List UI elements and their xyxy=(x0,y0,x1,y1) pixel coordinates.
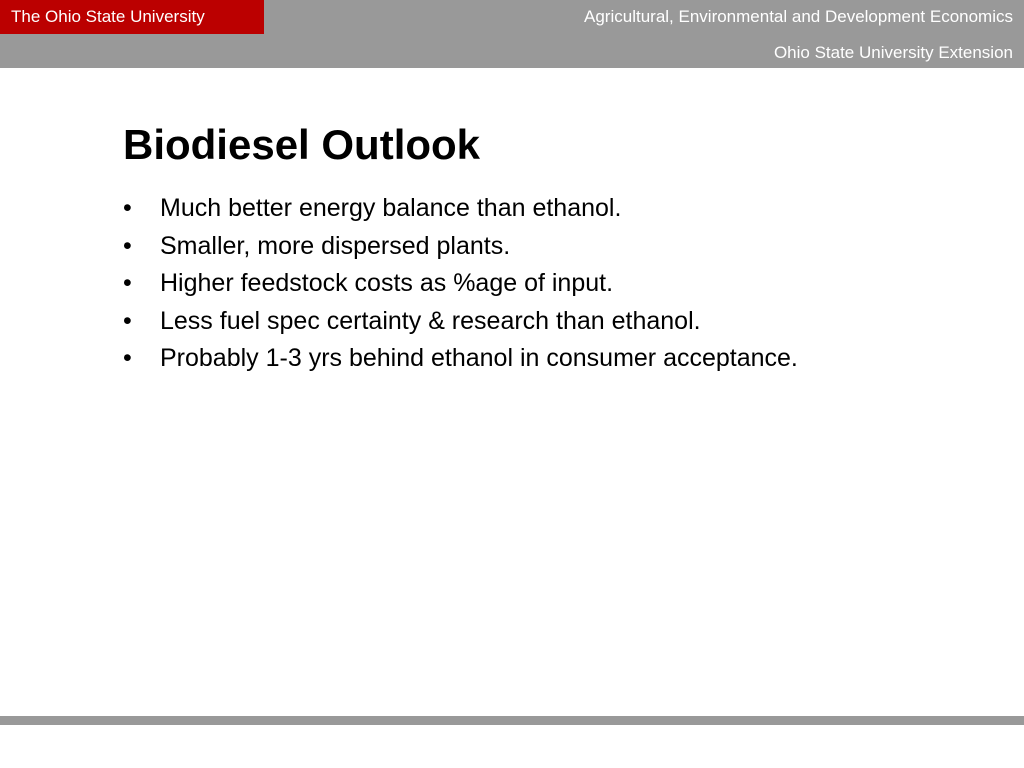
university-name: The Ohio State University xyxy=(0,0,264,34)
bullet-mark: • xyxy=(123,194,132,222)
bullet-text: Higher feedstock costs as %age of input. xyxy=(160,269,614,297)
slide-title: Biodiesel Outlook xyxy=(123,121,481,168)
bullet-mark: • xyxy=(123,231,132,260)
bullet-item xyxy=(123,228,798,266)
bullet-item xyxy=(123,340,798,378)
bullet-text: Less fuel spec certainty & research than ethanol. xyxy=(160,306,701,335)
bullet-mark: • xyxy=(123,306,132,335)
header-bar xyxy=(0,0,1024,68)
extension-name: Ohio State University Extension xyxy=(773,43,1013,62)
bullet-text: Probably 1-3 yrs behind ethanol in consumer acceptance. xyxy=(160,344,798,372)
footer-bar xyxy=(0,716,1024,725)
bullet-item xyxy=(123,190,798,228)
bullet-item xyxy=(123,303,798,341)
bullet-text: Much better energy balance than ethanol. xyxy=(160,194,622,222)
bullet-mark: • xyxy=(123,269,132,297)
bullet-mark: • xyxy=(123,344,132,372)
bullet-list xyxy=(123,190,798,378)
department-name: Agricultural, Environmental and Development Economics xyxy=(584,7,1013,26)
bullet-item xyxy=(123,265,798,303)
bullet-text: Smaller, more dispersed plants. xyxy=(160,231,511,260)
